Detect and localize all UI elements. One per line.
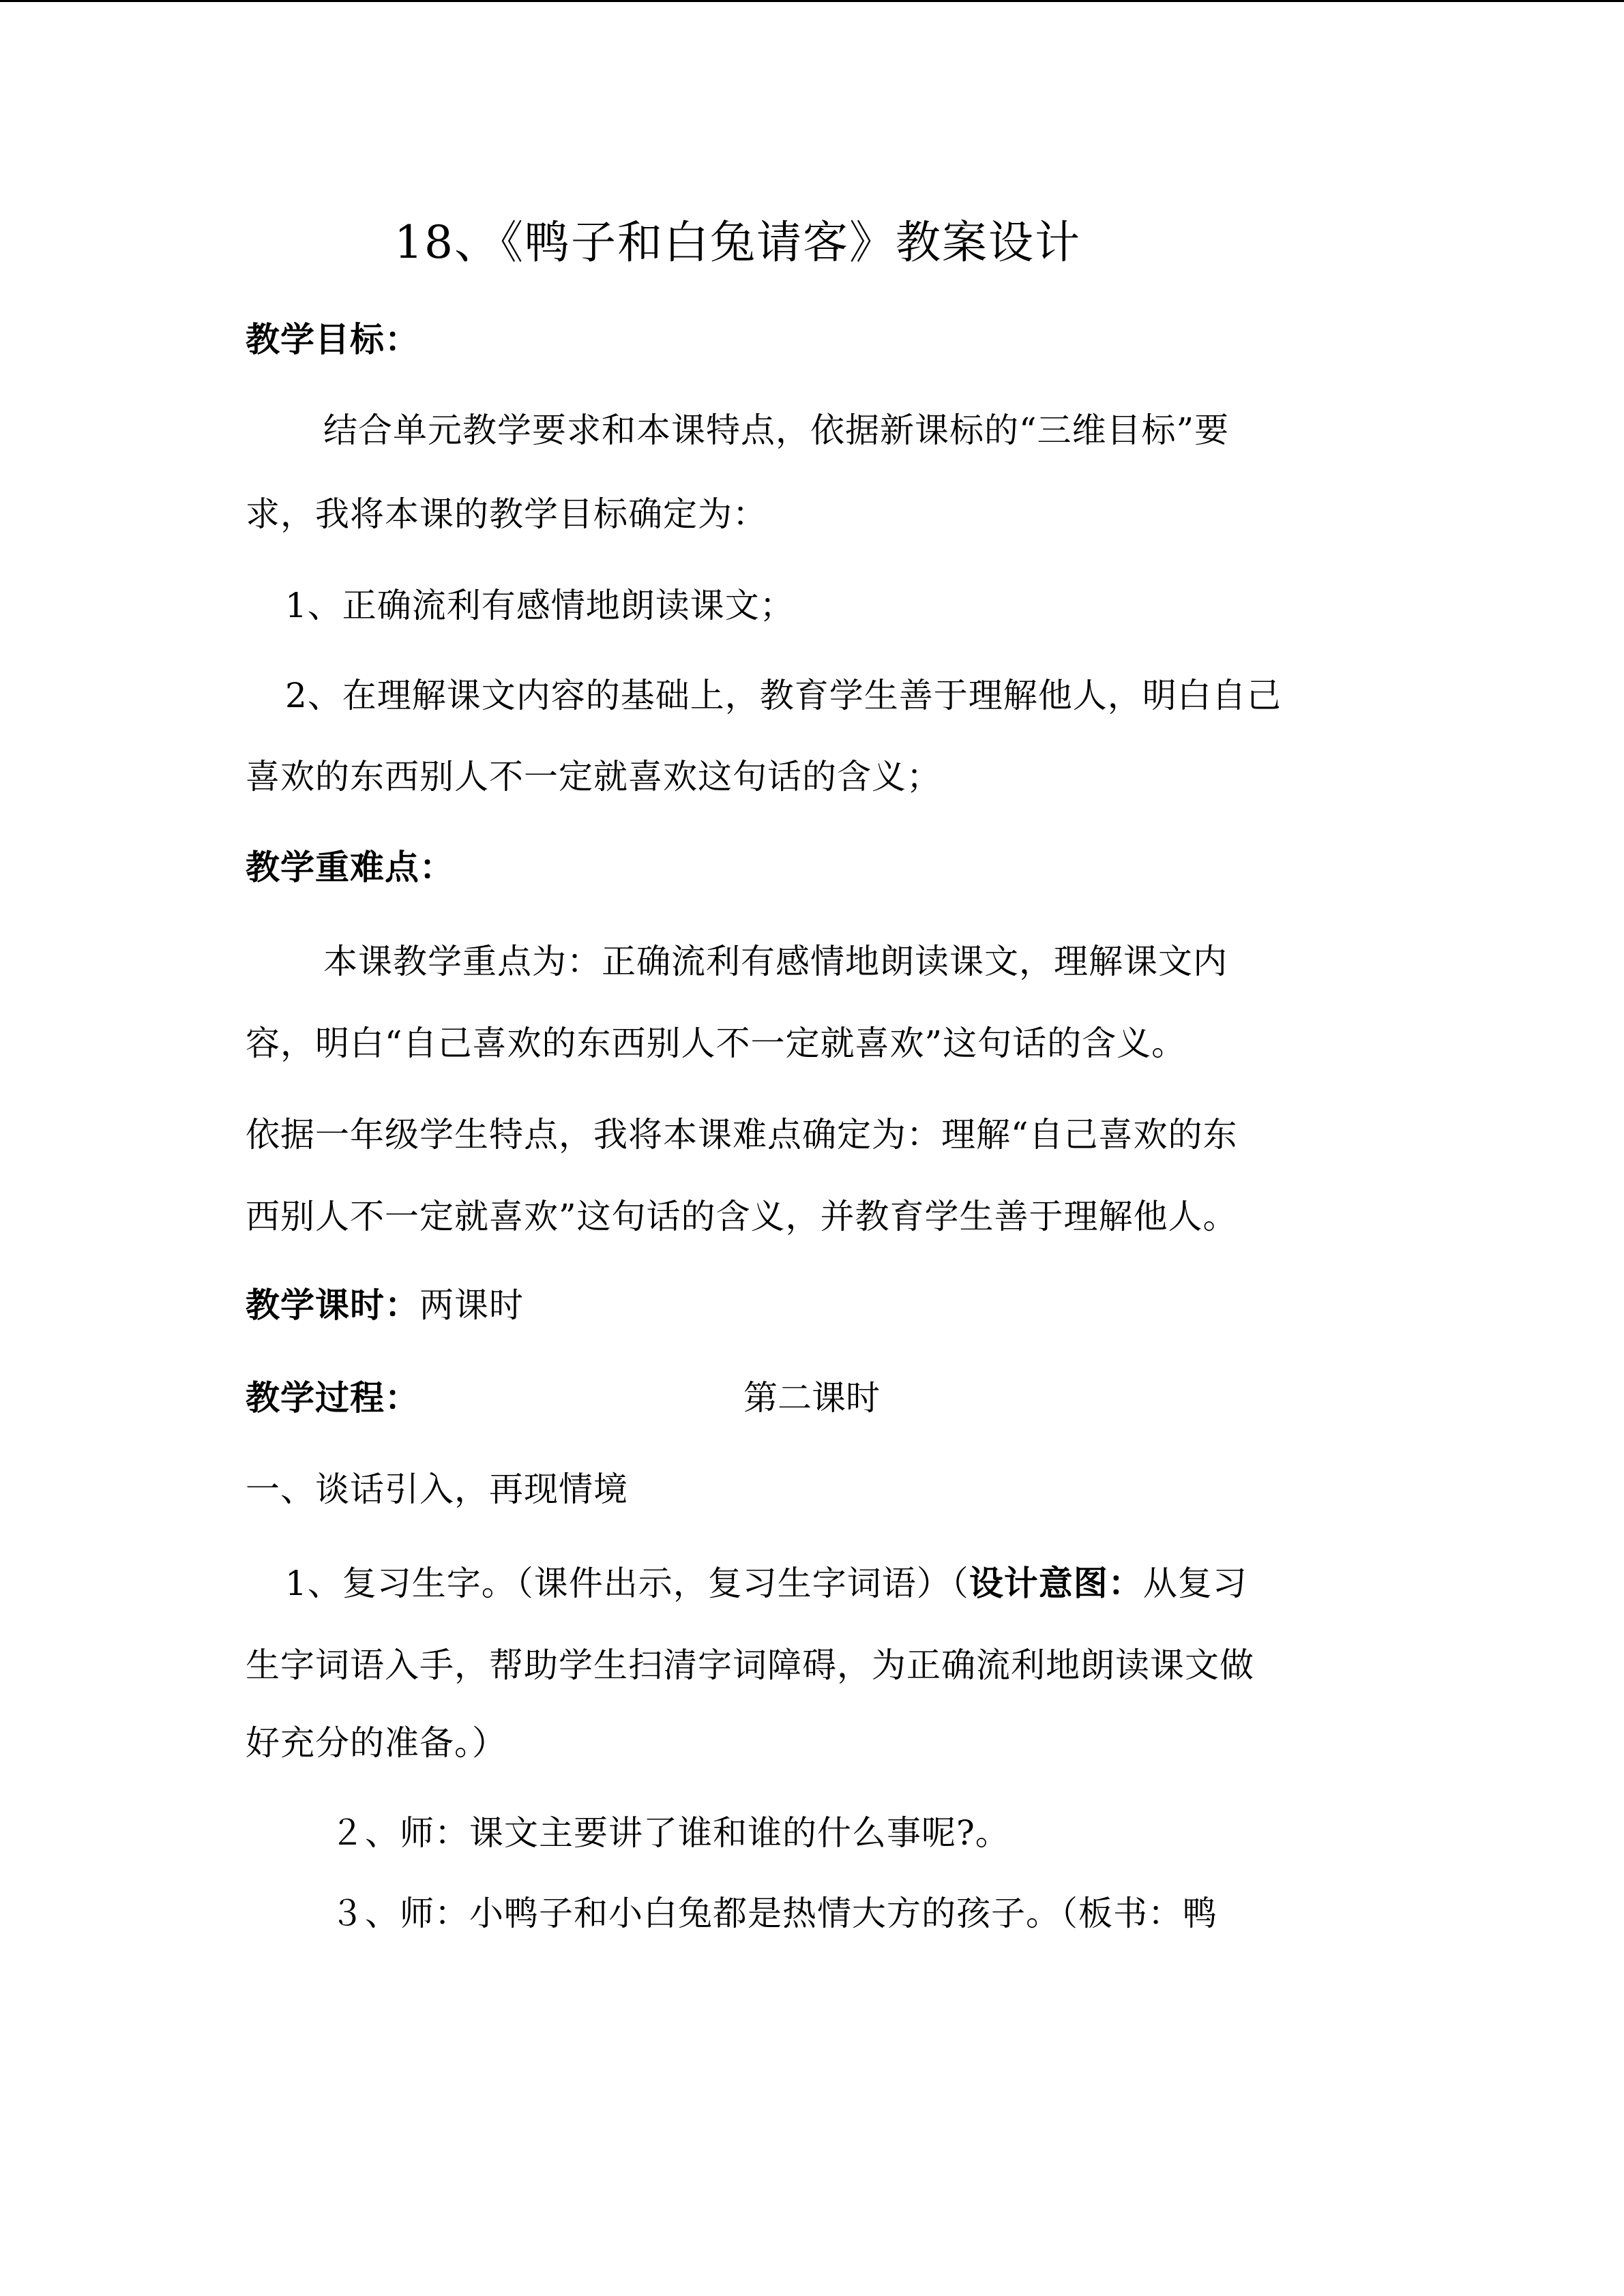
process-session: 第二课时 xyxy=(743,1378,880,1418)
objectives-heading: 教学目标： xyxy=(246,320,419,359)
objectives-intro-line-1: 结合单元教学要求和本课特点，依据新课标的“三维目标”要 xyxy=(323,411,1230,450)
teaching-hours-label: 教学课时： xyxy=(246,1285,419,1325)
step-1-line-1 xyxy=(285,1562,1247,1605)
step-1-line-3: 好充分的准备。） xyxy=(246,1723,507,1763)
step-3: ３、师：小鸭子和小白兔都是热情大方的孩子。（板书：鸭 xyxy=(330,1894,1217,1933)
difficulty-line-2: 西别人不一定就喜欢”这句话的含义，并教育学生善于理解他人。 xyxy=(246,1197,1238,1236)
teaching-hours xyxy=(246,1283,524,1327)
document-title: 18、《鸭子和白兔请客》教案设计 xyxy=(394,216,1081,269)
step-1-text-b: 从复习 xyxy=(1142,1564,1247,1603)
step-1-line-2: 生字词语入手，帮助学生扫清字词障碍，为正确流利地朗读课文做 xyxy=(246,1645,1254,1685)
part-one-heading: 一、谈话引入，再现情境 xyxy=(246,1470,628,1509)
key-points-heading: 教学重难点： xyxy=(246,848,454,887)
difficulty-line-1: 依据一年级学生特点，我将本课难点确定为：理解“自己喜欢的东 xyxy=(246,1115,1238,1154)
objectives-intro-line-2: 求，我将本课的教学目标确定为： xyxy=(246,494,767,534)
process-heading: 教学过程： xyxy=(246,1378,419,1418)
key-points-line-1: 本课教学重点为：正确流利有感情地朗读课文，理解课文内 xyxy=(323,942,1228,981)
objective-2-line-1: 2、在理解课文内容的基础上，教育学生善于理解他人，明白自己 xyxy=(285,676,1282,715)
objective-2-line-2: 喜欢的东西别人不一定就喜欢这句话的含义； xyxy=(246,757,941,796)
teaching-hours-value: 两课时 xyxy=(419,1285,524,1325)
objective-1: 1、正确流利有感情地朗读课文； xyxy=(285,586,795,625)
step-1-text-a: 1、复习生字。（课件出示，复习生字词语）（ xyxy=(285,1564,969,1603)
step-2: ２、师：课文主要讲了谁和谁的什么事呢?。 xyxy=(330,1813,1010,1853)
key-points-line-2: 容，明白“自己喜欢的东西别人不一定就喜欢”这句话的含义。 xyxy=(246,1024,1187,1063)
step-1-design-intent: 设计意图： xyxy=(969,1564,1143,1603)
